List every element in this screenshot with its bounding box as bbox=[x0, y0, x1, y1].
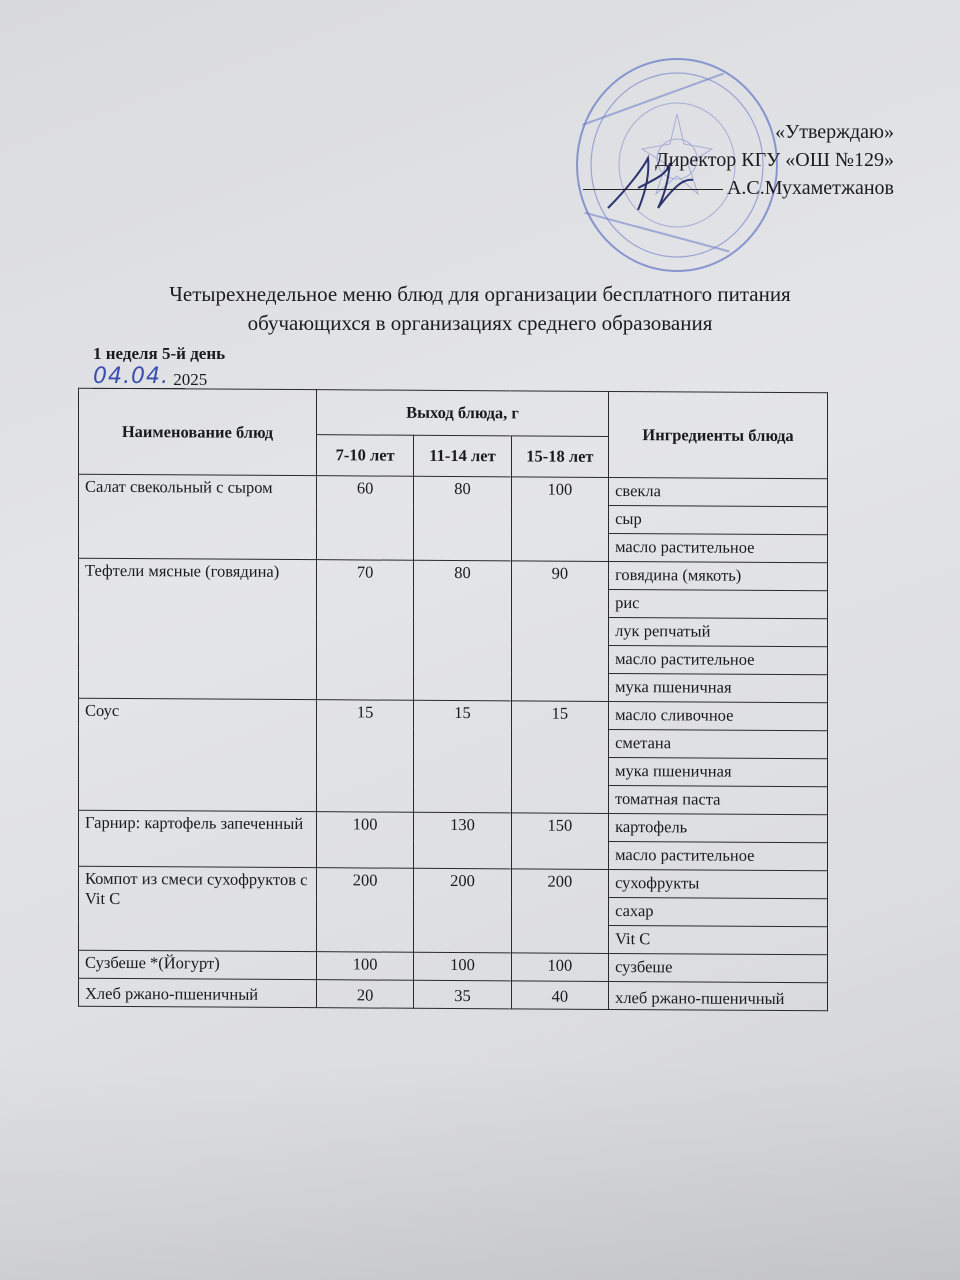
date-year: 2025 bbox=[173, 370, 208, 389]
dish-name: Салат свекольный с сыром bbox=[79, 474, 317, 559]
approval-block bbox=[583, 118, 894, 202]
ingredient: свекла bbox=[609, 477, 828, 506]
table-row bbox=[79, 810, 828, 843]
yield-value: 100 bbox=[511, 953, 608, 982]
ingredient: рис bbox=[609, 589, 828, 618]
ingredient: сахар bbox=[609, 897, 828, 926]
yield-value: 80 bbox=[414, 560, 511, 701]
signature-line bbox=[583, 189, 723, 190]
ingredient: лук репчатый bbox=[609, 617, 828, 646]
yield-value: 40 bbox=[511, 981, 608, 1010]
yield-value: 35 bbox=[414, 980, 511, 1009]
ingredient: масло растительное bbox=[609, 533, 828, 562]
yield-value: 80 bbox=[414, 476, 511, 561]
ingredient: масло сливочное bbox=[609, 701, 828, 730]
yield-value: 15 bbox=[511, 701, 608, 814]
header-age-7-10: 7-10 лет bbox=[316, 435, 413, 477]
week-label: 1 неделя 5-й день bbox=[93, 344, 226, 363]
ingredient: сухофрукты bbox=[609, 869, 828, 898]
table-row bbox=[79, 558, 828, 591]
approval-position: Директор КГУ «ОШ №129» bbox=[655, 149, 894, 171]
approval-heading: «Утверждаю» bbox=[775, 121, 894, 143]
table-row bbox=[79, 866, 828, 899]
ingredient: сыр bbox=[609, 505, 828, 534]
yield-value: 150 bbox=[511, 813, 608, 870]
ingredient: масло растительное bbox=[609, 645, 828, 674]
header-yield: Выход блюда, г bbox=[316, 390, 608, 437]
header-dish: Наименование блюд bbox=[79, 388, 317, 475]
ingredient: Vit C bbox=[609, 925, 828, 954]
yield-value: 20 bbox=[316, 980, 413, 1009]
approval-signatory bbox=[583, 174, 894, 202]
yield-value: 100 bbox=[316, 812, 413, 869]
title-line-2: обучающихся в организациях среднего образования bbox=[247, 311, 713, 335]
ingredient: хлеб ржано-пшеничный bbox=[609, 981, 828, 1010]
page-shadow bbox=[0, 1060, 960, 1280]
yield-value: 60 bbox=[316, 476, 413, 561]
table-row bbox=[79, 978, 828, 1011]
ingredient: сметана bbox=[609, 729, 828, 758]
yield-value: 15 bbox=[414, 700, 511, 813]
table-row bbox=[79, 698, 828, 731]
ingredient: мука пшеничная bbox=[609, 673, 828, 702]
yield-value: 200 bbox=[511, 869, 608, 954]
yield-value: 100 bbox=[316, 952, 413, 981]
yield-value: 200 bbox=[316, 868, 413, 953]
ingredient: говядина (мякоть) bbox=[609, 561, 828, 590]
yield-value: 15 bbox=[316, 700, 413, 813]
dish-name: Хлеб ржано-пшеничный bbox=[79, 978, 317, 1007]
menu-table bbox=[78, 388, 828, 1012]
ingredient: картофель bbox=[609, 813, 828, 842]
dish-name: Гарнир: картофель запеченный bbox=[79, 810, 317, 867]
dish-name: Соус bbox=[79, 698, 317, 811]
header-age-15-18: 15-18 лет bbox=[511, 436, 608, 478]
yield-value: 100 bbox=[414, 952, 511, 981]
page-title bbox=[40, 280, 920, 338]
dish-name: Сузбеше *(Йогурт) bbox=[79, 950, 317, 979]
yield-value: 70 bbox=[316, 560, 413, 701]
ingredient: сузбеше bbox=[609, 953, 828, 982]
dish-name: Компот из смеси сухофруктов с Vit C bbox=[79, 866, 317, 951]
yield-value: 200 bbox=[414, 868, 511, 953]
ingredient: масло растительное bbox=[609, 841, 828, 870]
ingredient: томатная паста bbox=[609, 785, 828, 814]
handwritten-date: 04.04. bbox=[93, 364, 169, 389]
table-row bbox=[79, 474, 828, 507]
table-row bbox=[79, 950, 828, 983]
dish-name: Тефтели мясные (говядина) bbox=[79, 558, 317, 699]
header-ingredients: Ингредиенты блюда bbox=[609, 391, 828, 478]
title-line-1: Четырехнедельное меню блюд для организации бесплатного питания bbox=[169, 282, 791, 306]
yield-value: 90 bbox=[511, 561, 608, 702]
menu-table-body bbox=[79, 474, 828, 1011]
director-name: А.С.Мухаметжанов bbox=[726, 177, 894, 199]
ingredient: мука пшеничная bbox=[609, 757, 828, 786]
header-age-11-14: 11-14 лет bbox=[414, 435, 511, 477]
yield-value: 100 bbox=[511, 477, 608, 562]
yield-value: 130 bbox=[414, 812, 511, 869]
